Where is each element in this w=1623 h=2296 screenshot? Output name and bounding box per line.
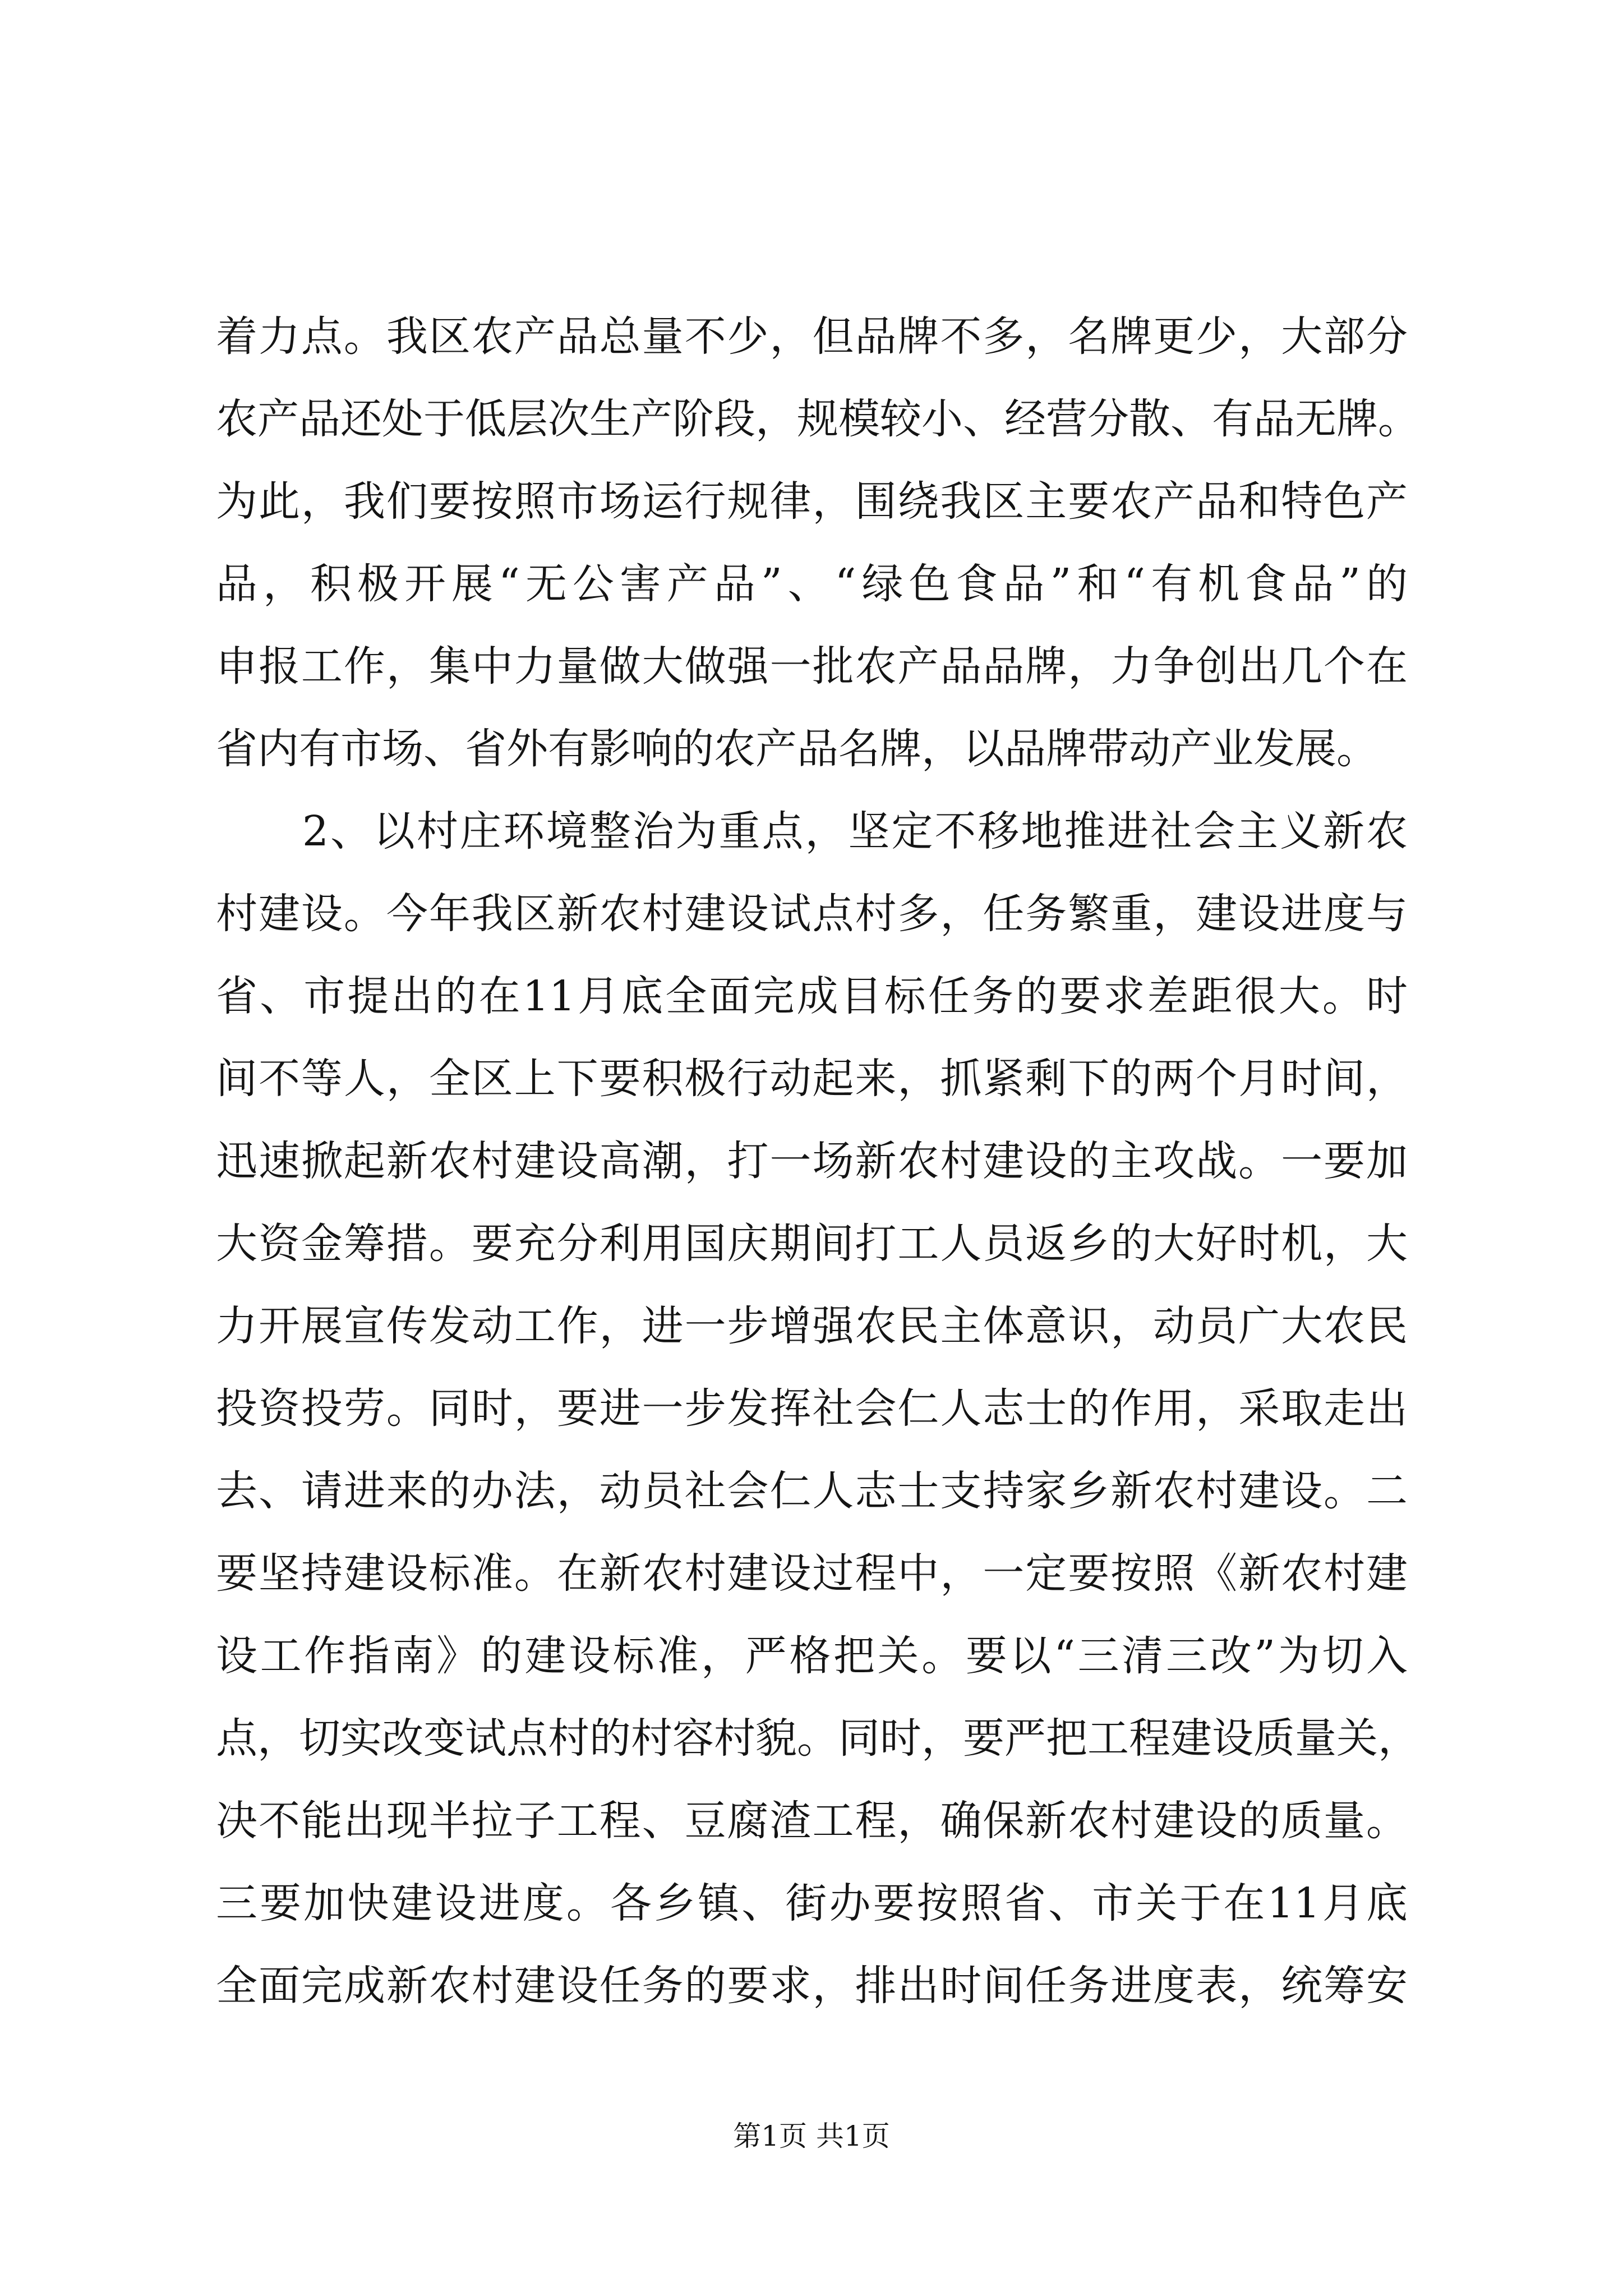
text-line: 要坚持建设标准。在新农村建设过程中，一定要按照《新农村建 bbox=[216, 1549, 1408, 1598]
text-line: 全面完成新农村建设任务的要求，排出时间任务进度表，统筹安 bbox=[216, 1962, 1408, 2010]
document-body bbox=[216, 296, 1419, 2027]
text-line: 着力点。我区农产品总量不少，但品牌不多，名牌更少，大部分 bbox=[216, 312, 1408, 361]
text-line: 大资金筹措。要充分利用国庆期间打工人员返乡的大好时机，大 bbox=[216, 1220, 1408, 1268]
text-line: 三要加快建设进度。各乡镇、街办要按照省、市关于在11月底 bbox=[216, 1879, 1408, 1927]
text-line: 设工作指南》的建设标准，严格把关。要以“三清三改”为切入 bbox=[216, 1632, 1408, 1680]
text-line: 2、以村庄环境整治为重点，坚定不移地推进社会主义新农 bbox=[216, 807, 1408, 855]
text-line: 农产品还处于低层次生产阶段，规模较小、经营分散、有品无牌。 bbox=[216, 395, 1419, 443]
text-line: 点，切实改变试点村的村容村貌。同时，要严把工程建设质量关， bbox=[216, 1714, 1419, 1763]
text-line: 迅速掀起新农村建设高潮，打一场新农村建设的主攻战。一要加 bbox=[216, 1137, 1408, 1185]
text-line: 申报工作，集中力量做大做强一批农产品品牌，力争创出几个在 bbox=[216, 642, 1408, 691]
page-footer bbox=[0, 2114, 1623, 2154]
text-line: 省、市提出的在11月底全面完成目标任务的要求差距很大。时 bbox=[216, 972, 1408, 1020]
text-line: 省内有市场、省外有影响的农产品名牌，以品牌带动产业发展。 bbox=[216, 725, 1378, 773]
page-number: 第1页 共1页 bbox=[733, 2120, 890, 2152]
text-line: 力开展宣传发动工作，进一步增强农民主体意识，动员广大农民 bbox=[216, 1302, 1408, 1350]
text-line: 去、请进来的办法，动员社会仁人志士支持家乡新农村建设。二 bbox=[216, 1467, 1408, 1515]
text-line: 投资投劳。同时，要进一步发挥社会仁人志士的作用，采取走出 bbox=[216, 1384, 1408, 1433]
text-line: 间不等人，全区上下要积极行动起来，抓紧剩下的两个月时间， bbox=[216, 1055, 1408, 1103]
text-line: 村建设。今年我区新农村建设试点村多，任务繁重，建设进度与 bbox=[216, 890, 1408, 938]
text-line: 品，积极开展“无公害产品”、“绿色食品”和“有机食品”的 bbox=[216, 560, 1408, 608]
text-line: 决不能出现半拉子工程、豆腐渣工程，确保新农村建设的质量。 bbox=[216, 1797, 1408, 1845]
text-line: 为此，我们要按照市场运行规律，围绕我区主要农产品和特色产 bbox=[216, 477, 1408, 526]
